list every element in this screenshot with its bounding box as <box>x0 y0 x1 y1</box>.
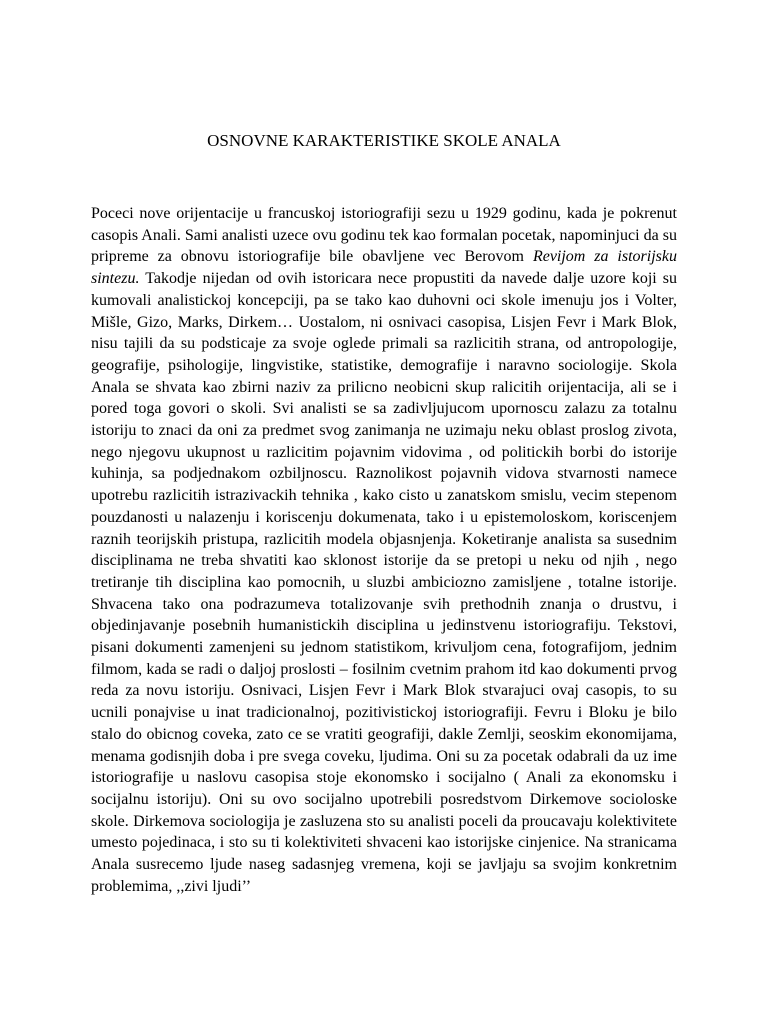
document-title: OSNOVNE KARAKTERISTIKE SKOLE ANALA <box>207 131 561 150</box>
body-text-main: Takodje nijedan od ovih istoricara nece propustiti da navede dalje uzore koji su kumovali analistickoj koncepciji, pa se tako kao duhovni oci skole imenuju jos i Volter, Mišle, Gizo, Marks, Dirkem… Uostalom, ni osnivaci casopisa, Lisjen Fevr i Mark Blok, nisu tajili da su podsticaje za svoje oglede primali sa razlicitih strana, od antropologije, geografije, psihologije, lingvistike, statistike, demografije i naravno sociologije. Skola Anala se shvata kao zbirni naziv za prilicno neobicni skup ralicitih orijentacija, ali se i pored toga govori o skoli. Svi analisti se sa zadivljujucom upornoscu zalazu za totalnu istoriju to znaci da oni za predmet svog zanimanja ne uzimaju neku oblast proslog zivota, nego njegovu ukupnost u razlicitim pojavnim vidovima , od politickih borbi do istorije kuhinja, sa podjednakom ozbiljnoscu. Raznolikost pojavnih vidova stvarnosti namece upotrebu razlicitih istrazivackih tehnika , kako cisto u zanatskom smislu, vecim stepenom pouzdanosti u nalazenju i koriscenju dokumenata, tako i u epistemoloskom, koriscenjem raznih teorijskih pristupa, razlicitih modela objasnjenja. Koketiranje analista sa susednim disciplinama ne treba shvatiti kao sklonost istorije da se pretopi u neku od njih , nego tretiranje tih disciplina kao pomocnih, u sluzbi ambiciozno zamisljene , totalne istorije. Shvacena tako ona podrazumeva totalizovanje svih prethodnih znanja o drustvu, i objedinjavanje posebnih humanistickih disciplina u jedinstvenu istoriografiju. Tekstovi, pisani dokumenti zamenjeni su jednom statistikom, krivuljom cena, fotografijom, jednim filmom, kada se radi o daljoj proslosti – fosilnim cvetnim prahom itd kao dokumenti prvog reda za novu istoriju. Osnivaci, Lisjen Fevr i Mark Blok stvarajuci ovaj casopis, to su ucnili ponajvise u inat tradicionalnoj, pozitivistickoj istoriografiji. Fevru i Bloku je bilo stalo do obicnog coveka, zato ce se vratiti geografiji, dakle Zemlji, seoskim ekonomijama, menama godisnjih doba i pre svega coveku, ljudima. Oni su za pocetak odabrali da uz ime istoriografije u naslovu casopisa stoje ekonomsko i socijalno ( Anali za ekonomsku i socijalnu istoriju). Oni su ovo socijalno upotrebili posredstvom Dirkemove socioloske skole. Dirkemova sociologija je zasluzena sto su analisti poceli da proucavaju kolektivitete umesto pojedinaca, i sto su ti kolektiviteti shvaceni kao istorijske cinjenice. Na stranicama Anala susrecemo ljude naseg sadasnjeg vremena, koji se javljaju sa svojim konkretnim problemima, ,,zivi ljudi’’ <box>91 270 677 895</box>
body-paragraph <box>91 203 677 898</box>
body-text-intro: Poceci nove orijentacije u francuskoj istoriografiji sezu u 1929 godinu, kada je pokrenut casopis Anali. Sami analisti uzece ovu godinu tek kao formalan pocetak, napominjuci da su pripreme za obnovu istoriografije bile obavljene vec Berovom <box>91 205 677 266</box>
body-text-italic-title: Revijom za istorijsku sintezu. <box>91 248 677 288</box>
